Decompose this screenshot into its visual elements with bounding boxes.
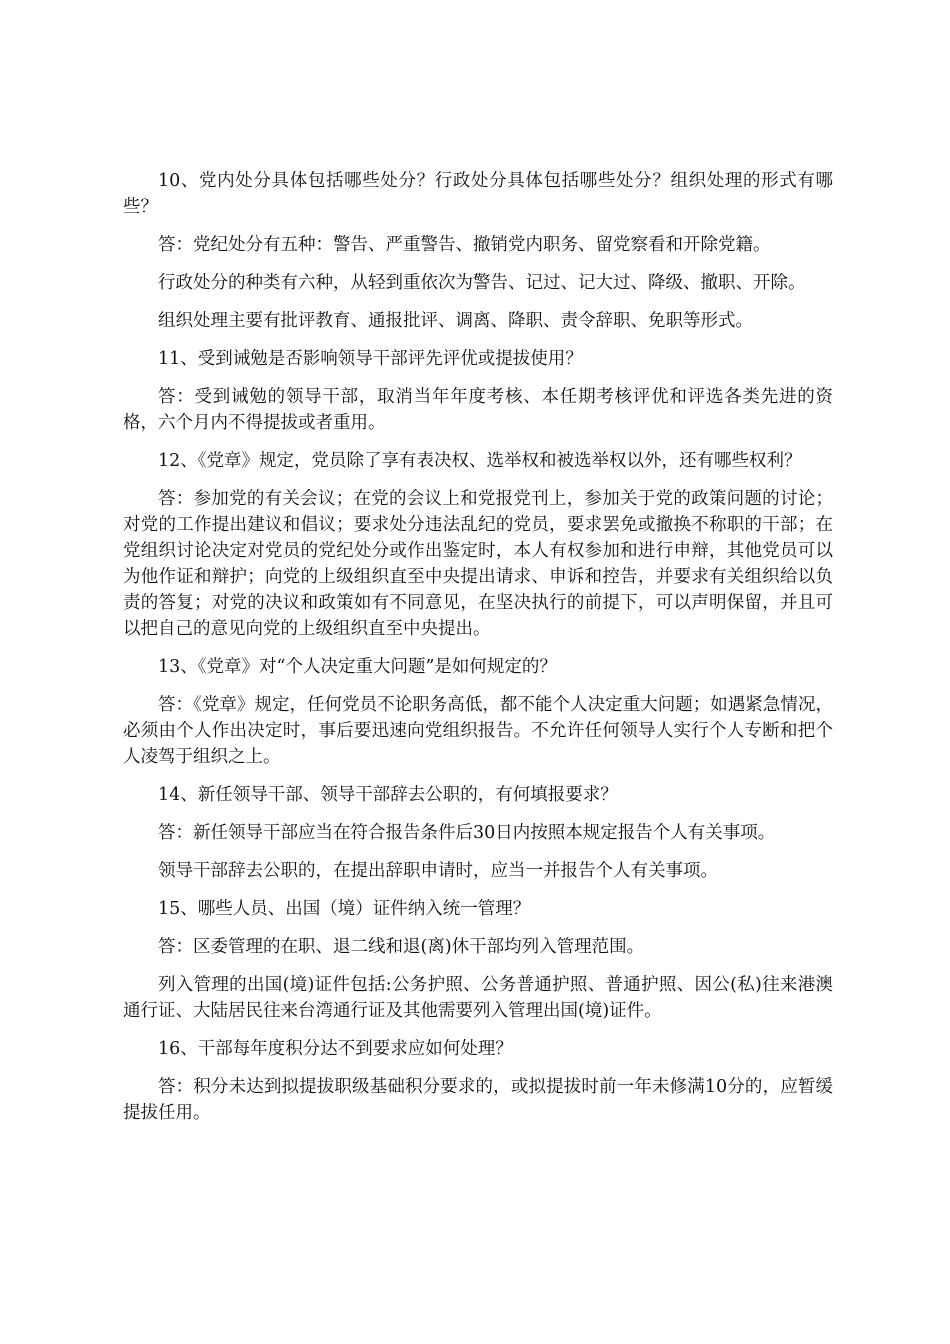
document-body <box>123 168 833 1138</box>
question-10: 10、党内处分具体包括哪些处分？行政处分具体包括哪些处分？组织处理的形式有哪些？ <box>123 171 833 217</box>
answer-13: 答：《党章》规定，任何党员不论职务高低，都不能个人决定重大问题；如遇紧急情况，必须由个人作出决定时，事后要迅速向党组织报告。不允许任何领导人实行个人专断和把个人凌驾于组织之上。 <box>123 695 833 767</box>
question-14: 14、新任领导干部、领导干部辞去公职的，有何填报要求？ <box>158 785 618 805</box>
question-12: 12、《党章》规定，党员除了享有表决权、选举权和被选举权以外，还有哪些权利？ <box>158 451 802 471</box>
question-15: 15、哪些人员、出国（境）证件纳入统一管理？ <box>158 899 531 919</box>
answer-14-resignation: 领导干部辞去公职的，在提出辞职申请时，应当一并报告个人有关事项。 <box>158 861 718 881</box>
answer-15-documents: 列入管理的出国(境)证件包括:公务护照、公务普通护照、普通护照、因公(私)往来港澳通行证、大陆居民往来台湾通行证及其他需要列入管理出国(境)证件。 <box>123 975 833 1021</box>
answer-10-party-discipline: 答：党纪处分有五种：警告、严重警告、撤销党内职务、留党察看和开除党籍。 <box>158 235 771 255</box>
answer-12: 答：参加党的有关会议；在党的会议上和党报党刊上，参加关于党的政策问题的讨论；对党的工作提出建议和倡议；要求处分违法乱纪的党员，要求罢免或撤换不称职的干部；在党组织讨论决定对党员的党纪处分或作出鉴定时，本人有权参加和进行申辩，其他党员可以为他作证和辩护；向党的上级组织直至中央提出请求、申诉和控告，并要求有关组织给以负责的答复；对党的决议和政策如有不同意见，在坚决执行的前提下，可以声明保留，并且可以把自己的意见向党的上级组织直至中央提出。 <box>123 489 833 639</box>
answer-15-personnel: 答：区委管理的在职、退二线和退(离)休干部均列入管理范围。 <box>158 937 645 957</box>
question-13: 13、《党章》对“个人决定重大问题”是如何规定的？ <box>158 657 557 677</box>
answer-16: 答：积分未达到拟提拔职级基础积分要求的，或拟提拔时前一年未修满10分的，应暂缓提拔任用。 <box>123 1077 833 1123</box>
answer-10-administrative: 行政处分的种类有六种，从轻到重依次为警告、记过、记大过、降级、撤职、开除。 <box>158 273 806 293</box>
answer-10-organizational: 组织处理主要有批评教育、通报批评、调离、降职、责令辞职、免职等形式。 <box>158 311 753 331</box>
question-11: 11、受到诫勉是否影响领导干部评先评优或提拔使用？ <box>158 349 583 369</box>
answer-11: 答：受到诫勉的领导干部，取消当年年度考核、本任期考核评优和评选各类先进的资格，六个月内不得提拔或者重用。 <box>123 387 833 433</box>
answer-14-new-cadres: 答：新任领导干部应当在符合报告条件后30日内按照本规定报告个人有关事项。 <box>158 823 776 843</box>
question-16: 16、干部每年度积分达不到要求应如何处理？ <box>158 1039 513 1059</box>
